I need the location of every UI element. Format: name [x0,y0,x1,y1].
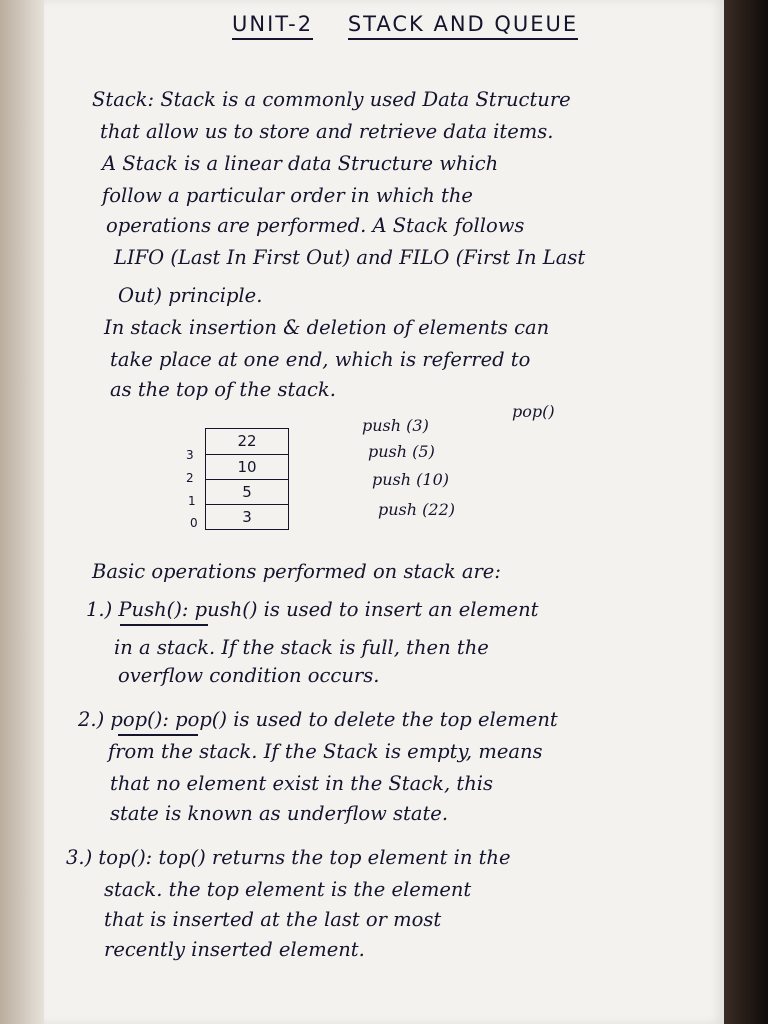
op2-line: from the stack. If the Stack is empty, means [108,740,543,763]
pop-underline [118,734,198,736]
stack-index: 2 [186,471,194,485]
op2-line: 2.) pop(): pop() is used to delete the top element [78,708,558,731]
topic-label: STACK AND QUEUE [348,12,578,40]
stack-cell: 3 [206,504,288,530]
page-right-edge [724,0,768,1024]
intro-line: Out) principle. [118,284,263,307]
unit-label: UNIT-2 [232,12,313,40]
pop-op: pop() [512,402,555,421]
op2-line: that no element exist in the Stack, this [110,772,494,795]
stack-index: 3 [186,448,194,462]
stack-index: 0 [190,516,198,530]
stack-diagram [205,428,289,530]
intro-line: Stack: Stack is a commonly used Data Structure [92,88,571,111]
intro-line: LIFO (Last In First Out) and FILO (First In Last [114,246,586,269]
stack-cell: 22 [237,432,257,450]
op3-line: that is inserted at the last or most [104,908,442,931]
op3-line: stack. the top element is the element [104,878,472,901]
op3-line: 3.) top(): top() returns the top element in the [66,846,511,869]
op1-line: 1.) Push(): push() is used to insert an element [86,598,539,621]
intro-line: operations are performed. A Stack follows [106,214,525,237]
stack-index: 1 [188,494,196,508]
op1-line: overflow condition occurs. [118,664,380,687]
intro-line: In stack insertion & deletion of elements can [104,316,550,339]
ops-heading: Basic operations performed on stack are: [92,560,501,583]
op1-line: in a stack. If the stack is full, then the [114,636,489,659]
intro-line: take place at one end, which is referred to [110,348,531,371]
push-op: push (3) [362,416,429,435]
intro-line: follow a particular order in which the [102,184,473,207]
stack-cell: 5 [206,479,288,505]
intro-line: that allow us to store and retrieve data items. [100,120,554,143]
stack-cell: 10 [206,454,288,480]
push-op: push (22) [378,500,455,519]
page-left-edge [0,0,44,1024]
op2-line: state is known as underflow state. [110,802,449,825]
push-op: push (10) [372,470,449,489]
push-underline [120,624,208,626]
op3-line: recently inserted element. [104,938,365,961]
page-title [232,12,578,36]
intro-line: as the top of the stack. [110,378,336,401]
intro-line: A Stack is a linear data Structure which [102,152,499,175]
push-op: push (5) [368,442,435,461]
